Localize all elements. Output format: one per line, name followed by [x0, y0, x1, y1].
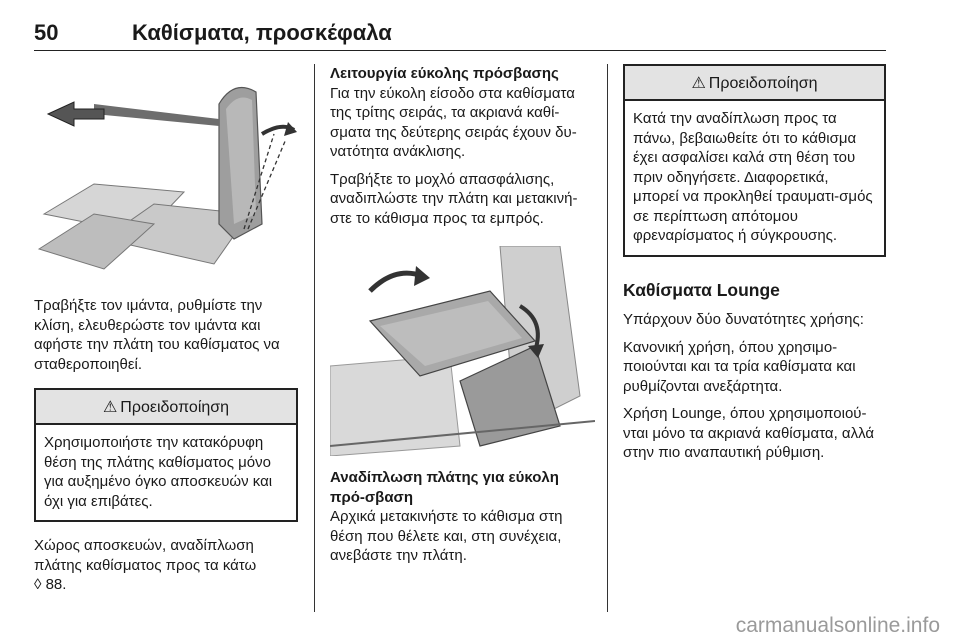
column-divider-2 [607, 64, 608, 612]
xref-page-link[interactable]: 88. [45, 576, 67, 593]
lounge-normal-use: Κανονική χρήση, όπου χρησιμο-ποιούνται και τα τρία καθίσματα και ρυθμίζονται ανεξάρτητα. [623, 338, 856, 395]
watermark: carmanualsonline.info [735, 614, 940, 637]
warning-title: Προειδοποίηση [708, 75, 818, 92]
warning-icon: ⚠ [691, 75, 706, 92]
column-divider-1 [314, 64, 315, 612]
xref-arrow-icon: ◊ [34, 576, 42, 593]
warning-text: Κατά την αναδίπλωση προς τα πάνω, βεβαιωθείτε ότι το κάθισμα έχει ασφαλίσει καλά στη θέση του πριν οδηγήσετε. Διαφορετικά, μπορεί να προκληθεί τραυματι-σμός σε περίπτωση απότομου φρεναρίσματος ή σύγκρουσης. [633, 110, 873, 244]
easy-entry-intro: Για την εύκολη είσοδο στα καθίσματα της τρίτης σειράς, τα ακριανά καθί-σματα της δεύτερης σειράς έχουν δυ-νατότητα ανάκλισης. [330, 84, 577, 160]
column-middle [330, 64, 595, 566]
seat-recline-illustration [34, 64, 298, 276]
section-heading-fold: Αναδίπλωση πλάτης για εύκολη πρό-σβαση [330, 469, 559, 506]
lounge-intro: Υπάρχουν δύο δυνατότητες χρήσης: [623, 311, 864, 328]
section-heading-easy-entry: Λειτουργία εύκολης πρόσβασης [330, 65, 559, 82]
warning-text: Χρησιμοποιήστε την κατακόρυφη θέση της πλάτης καθίσματος μόνο για αυξημένο όγκο αποσκευών και όχι για επιβάτες. [44, 434, 273, 510]
column-right [623, 64, 886, 463]
warning-box-left [34, 388, 298, 522]
warning-box-right [623, 64, 886, 257]
page-header [34, 20, 886, 51]
section-heading-lounge: Καθίσματα Lounge [623, 279, 780, 300]
fold-instruction: Αρχικά μετακινήστε το κάθισμα στη θέση που θέλετε και, στη συνέχεια, ανεβάστε την πλάτη. [330, 508, 563, 564]
warning-header [625, 66, 884, 101]
recline-caption: Τραβήξτε τον ιμάντα, ρυθμίστε την κλίση, ελευθερώστε τον ιμάντα και αφήστε την πλάτη του καθίσματος να σταθεροποιηθεί. [34, 297, 280, 373]
page-title: Καθίσματα, προσκέφαλα [132, 20, 392, 45]
column-left [34, 64, 298, 595]
warning-title: Προειδοποίηση [120, 399, 230, 416]
easy-entry-instruction: Τραβήξτε το μοχλό απασφάλισης, αναδιπλώστε την πλάτη και μετακινή-στε το κάθισμα προς τα εμπρός. [330, 170, 578, 227]
warning-header [36, 390, 296, 425]
warning-icon: ⚠ [102, 399, 118, 416]
page-number: 50 [34, 20, 59, 45]
xref-text: Χώρος αποσκευών, αναδίπλωση πλάτης καθίσματος προς τα κάτω [34, 537, 257, 574]
cross-reference [34, 536, 298, 595]
lounge-mode-use: Χρήση Lounge, όπου χρησιμοποιού-νται μόνο τα ακριανά καθίσματα, αλλά στην πιο αναπαυτική ρύθμιση. [623, 405, 875, 461]
seat-fold-illustration [330, 246, 595, 456]
